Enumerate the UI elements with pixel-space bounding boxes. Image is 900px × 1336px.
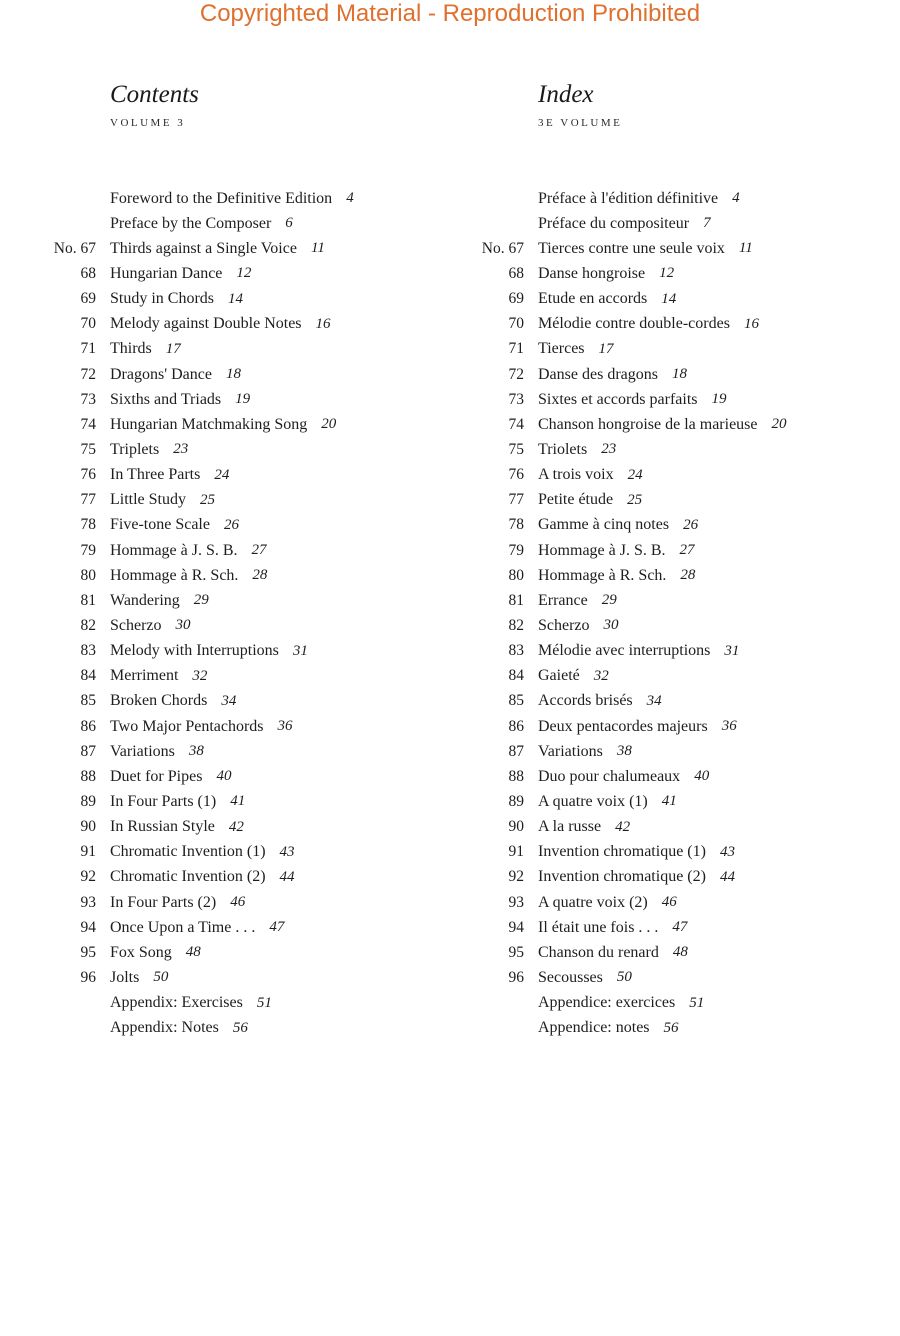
index-entry [470, 664, 787, 689]
entry-title: Danse hongroise [538, 264, 646, 282]
contents-entry [42, 840, 354, 865]
entry-page-number: 29 [193, 592, 209, 609]
entry-number: 81 [508, 591, 524, 609]
entry-number: 80 [80, 566, 96, 584]
entry-number: 92 [80, 868, 96, 886]
contents-entry [42, 965, 354, 990]
index-entry [470, 186, 787, 211]
entry-number: 85 [508, 692, 524, 710]
entry-number: 94 [80, 918, 96, 936]
index-entry [470, 362, 787, 387]
entry-page-number: 38 [188, 743, 204, 760]
entry-title: Mélodie avec interruptions [538, 642, 711, 660]
index-entry [470, 739, 787, 764]
index-entry [470, 563, 787, 588]
entry-page-number: 51 [689, 994, 705, 1011]
entry-title: Chanson du renard [538, 943, 659, 961]
entry-number: 77 [508, 491, 524, 509]
index-entry [470, 236, 787, 261]
entry-page-number: 34 [221, 692, 237, 709]
entry-page-number: 16 [315, 315, 331, 332]
entry-page-number: 32 [192, 667, 208, 684]
entry-title: In Four Parts (2) [110, 893, 217, 911]
entry-title: Chromatic Invention (2) [110, 868, 266, 886]
entry-title: Gamme à cinq notes [538, 516, 670, 534]
entry-title: Merriment [110, 667, 179, 685]
entry-title: Scherzo [538, 616, 590, 634]
entry-title: Study in Chords [110, 290, 215, 308]
entry-title: Accords brisés [538, 692, 633, 710]
entry-title: Once Upon a Time . . . [110, 918, 256, 936]
entry-title: Duo pour chalumeaux [538, 767, 681, 785]
index-entry [470, 840, 787, 865]
entry-title: Five-tone Scale [110, 516, 210, 534]
entry-number: 79 [80, 541, 96, 559]
entry-number: 75 [80, 440, 96, 458]
entry-number: 80 [508, 566, 524, 584]
entry-title: Appendix: Notes [110, 1019, 219, 1037]
entry-page-number: 27 [251, 542, 267, 559]
entry-number: 78 [80, 516, 96, 534]
contents-entry [42, 513, 354, 538]
entry-page-number: 20 [321, 416, 337, 433]
contents-entry [42, 437, 354, 462]
entry-page-number: 30 [175, 617, 191, 634]
entry-title: A quatre voix (1) [538, 792, 648, 810]
entry-page-number: 36 [277, 718, 293, 735]
entry-page-number: 50 [616, 969, 632, 986]
entry-number: No. 67 [481, 239, 524, 257]
entry-number: 77 [80, 491, 96, 509]
entry-title: Appendice: notes [538, 1019, 650, 1037]
entry-page-number: 42 [615, 818, 631, 835]
contents-entry [42, 940, 354, 965]
entry-number: 79 [508, 541, 524, 559]
entry-title: Triolets [538, 440, 588, 458]
entry-page-number: 25 [627, 491, 643, 508]
entry-page-number: 48 [185, 944, 201, 961]
contents-entry [42, 463, 354, 488]
entry-number: 78 [508, 516, 524, 534]
entry-number: 71 [508, 340, 524, 358]
contents-entry [42, 261, 354, 286]
entry-page-number: 29 [601, 592, 617, 609]
entry-number: 74 [80, 415, 96, 433]
entry-number: 89 [508, 792, 524, 810]
entry-page-number: 30 [603, 617, 619, 634]
entry-number: 93 [80, 893, 96, 911]
entry-page-number: 31 [292, 642, 308, 659]
index-entry [470, 689, 787, 714]
contents-heading: Contents [110, 81, 199, 108]
index-entry [470, 412, 787, 437]
index-entry [470, 337, 787, 362]
entry-page-number: 42 [228, 818, 244, 835]
entry-page-number: 4 [346, 190, 354, 207]
entry-title: Petite étude [538, 491, 614, 509]
entry-number: 95 [80, 943, 96, 961]
entry-title: Gaieté [538, 667, 580, 685]
entry-title: Variations [538, 742, 603, 760]
index-entry [470, 815, 787, 840]
contents-entry [42, 488, 354, 513]
entry-title: Secousses [538, 968, 603, 986]
entry-title: Dragons' Dance [110, 365, 212, 383]
entry-page-number: 24 [214, 466, 230, 483]
entry-title: Triplets [110, 440, 160, 458]
entry-title: Thirds [110, 340, 152, 358]
index-entry [470, 488, 787, 513]
entry-number: 82 [508, 616, 524, 634]
index-entry [470, 211, 787, 236]
index-entry [470, 261, 787, 286]
entry-title: Etude en accords [538, 290, 648, 308]
entry-page-number: 32 [593, 667, 609, 684]
index-entry [470, 1016, 787, 1041]
index-column [470, 78, 787, 1041]
entry-number: 75 [508, 440, 524, 458]
entry-title: Two Major Pentachords [110, 717, 264, 735]
entry-page-number: 14 [661, 290, 677, 307]
entry-number: 89 [80, 792, 96, 810]
entry-page-number: 12 [659, 265, 675, 282]
contents-entry [42, 890, 354, 915]
entry-title: A la russe [538, 818, 602, 836]
entry-page-number: 44 [279, 868, 295, 885]
contents-entry [42, 387, 354, 412]
entry-title: Melody against Double Notes [110, 315, 302, 333]
entry-number: 74 [508, 415, 524, 433]
entry-page-number: 40 [216, 768, 232, 785]
entry-title: Jolts [110, 968, 140, 986]
entry-title: Foreword to the Definitive Edition [110, 189, 333, 207]
contents-entry [42, 664, 354, 689]
entry-title: Thirds against a Single Voice [110, 239, 297, 257]
entry-page-number: 23 [173, 441, 189, 458]
entry-number: 91 [508, 843, 524, 861]
index-entry [470, 287, 787, 312]
entry-title: A quatre voix (2) [538, 893, 648, 911]
entry-number: 91 [80, 843, 96, 861]
contents-entry [42, 236, 354, 261]
entry-title: Hungarian Matchmaking Song [110, 415, 308, 433]
entry-title: Little Study [110, 491, 186, 509]
contents-entry [42, 865, 354, 890]
entry-page-number: 46 [661, 894, 677, 910]
contents-entry [42, 991, 354, 1016]
entry-title: Broken Chords [110, 692, 208, 710]
entry-number: 88 [508, 767, 524, 785]
entry-title: Invention chromatique (2) [538, 868, 706, 886]
index-entry [470, 312, 787, 337]
contents-entry [42, 362, 354, 387]
entry-page-number: 48 [672, 944, 688, 961]
entry-page-number: 28 [252, 567, 268, 584]
entry-number: 83 [508, 642, 524, 660]
entry-page-number: 26 [683, 516, 699, 533]
entry-title: Hommage à J. S. B. [538, 541, 666, 559]
entry-page-number: 12 [236, 265, 252, 282]
entry-number: 86 [80, 717, 96, 735]
entry-page-number: 18 [225, 366, 241, 383]
contents-entry [42, 412, 354, 437]
index-entry [470, 639, 787, 664]
entry-page-number: 47 [672, 919, 688, 936]
entry-number: 96 [508, 968, 524, 986]
entry-page-number: 6 [285, 215, 293, 232]
index-entry [470, 789, 787, 814]
entry-page-number: 26 [223, 516, 239, 533]
entry-number: 83 [80, 642, 96, 660]
entry-page-number: 14 [228, 290, 244, 307]
entry-page-number: 41 [661, 793, 677, 810]
entry-page-number: 43 [279, 843, 295, 860]
contents-entry [42, 613, 354, 638]
entry-number: 86 [508, 717, 524, 735]
entry-title: Preface by the Composer [110, 214, 272, 232]
entry-number: 69 [80, 290, 96, 308]
entry-title: Appendix: Exercises [110, 994, 243, 1012]
index-entry [470, 437, 787, 462]
entry-title: Fox Song [110, 943, 172, 961]
entry-number: 72 [508, 365, 524, 383]
contents-entry [42, 211, 354, 236]
entry-number: 93 [508, 893, 524, 911]
contents-volume-label: VOLUME 3 [110, 117, 186, 129]
entry-title: In Three Parts [110, 466, 201, 484]
entry-number: 94 [508, 918, 524, 936]
entry-title: Scherzo [110, 616, 162, 634]
entry-number: 82 [80, 616, 96, 634]
entry-number: 90 [508, 818, 524, 836]
entry-page-number: 25 [200, 491, 215, 508]
entry-page-number: 20 [771, 416, 787, 433]
index-entry [470, 764, 787, 789]
entry-title: Il était une fois . . . [538, 918, 659, 936]
entry-title: In Russian Style [110, 818, 215, 836]
entry-title: In Four Parts (1) [110, 792, 217, 810]
entry-page-number: 36 [721, 718, 737, 735]
entry-number: 92 [508, 868, 524, 886]
contents-entry [42, 714, 354, 739]
entry-page-number: 17 [598, 340, 614, 357]
entry-title: A trois voix [538, 466, 614, 484]
entry-page-number: 11 [738, 240, 753, 257]
contents-entry [42, 764, 354, 789]
entry-title: Duet for Pipes [110, 767, 203, 785]
entry-page-number: 27 [679, 542, 695, 559]
entry-page-number: 56 [663, 1019, 679, 1036]
entry-number: 71 [80, 340, 96, 358]
entry-page-number: 16 [743, 315, 759, 332]
entry-page-number: 51 [256, 994, 272, 1011]
index-entry [470, 387, 787, 412]
entry-page-number: 31 [724, 642, 740, 659]
contents-entry [42, 337, 354, 362]
entry-title: Hommage à R. Sch. [110, 566, 239, 584]
index-entry [470, 588, 787, 613]
entry-number: 87 [508, 742, 524, 760]
entry-page-number: 56 [232, 1019, 248, 1036]
entry-number: 95 [508, 943, 524, 961]
entry-number: 73 [80, 390, 96, 408]
entry-number: 90 [80, 818, 96, 836]
contents-entry [42, 563, 354, 588]
index-entry [470, 613, 787, 638]
entry-title: Chanson hongroise de la marieuse [538, 415, 758, 433]
entry-number: 88 [80, 767, 96, 785]
entry-page-number: 50 [153, 969, 169, 986]
entry-number: 76 [508, 466, 524, 484]
entry-title: Préface à l'édition définitive [538, 189, 719, 207]
entry-number: 84 [508, 667, 524, 685]
entry-page-number: 24 [627, 466, 643, 483]
index-entry [470, 890, 787, 915]
contents-entry [42, 689, 354, 714]
entry-number: 68 [508, 264, 524, 282]
entry-page-number: 18 [671, 366, 687, 383]
contents-entry [42, 538, 354, 563]
index-entry [470, 714, 787, 739]
entry-page-number: 47 [269, 919, 285, 936]
contents-entry [42, 312, 354, 337]
entry-title: Danse des dragons [538, 365, 658, 383]
contents-entry [42, 739, 354, 764]
entry-number: No. 67 [53, 239, 96, 257]
entry-number: 87 [80, 742, 96, 760]
entry-title: Hommage à R. Sch. [538, 566, 667, 584]
entry-title: Invention chromatique (1) [538, 843, 706, 861]
contents-entry [42, 287, 354, 312]
index-entry [470, 965, 787, 990]
entry-number: 84 [80, 667, 96, 685]
entry-page-number: 38 [616, 743, 632, 760]
index-list [470, 186, 787, 1041]
contents-column [42, 78, 354, 1041]
index-entry [470, 915, 787, 940]
entry-number: 70 [80, 315, 96, 333]
entry-number: 70 [508, 315, 524, 333]
entry-page-number: 17 [165, 340, 181, 357]
contents-entry [42, 915, 354, 940]
entry-number: 68 [80, 264, 96, 282]
entry-title: Tierces contre une seule voix [538, 239, 725, 257]
index-entry [470, 538, 787, 563]
index-entry [470, 513, 787, 538]
entry-title: Chromatic Invention (1) [110, 843, 266, 861]
contents-entry [42, 789, 354, 814]
index-heading: Index [538, 81, 594, 108]
contents-list [42, 186, 354, 1041]
index-entry [470, 940, 787, 965]
contents-entry [42, 815, 354, 840]
entry-page-number: 7 [703, 215, 711, 232]
entry-page-number: 44 [719, 868, 735, 885]
entry-number: 72 [80, 365, 96, 383]
entry-page-number: 46 [230, 894, 246, 910]
entry-title: Variations [110, 742, 175, 760]
entry-page-number: 19 [235, 391, 251, 408]
contents-entry [42, 588, 354, 613]
entry-number: 76 [80, 466, 96, 484]
contents-entry [42, 186, 354, 211]
index-entry [470, 991, 787, 1016]
entry-title: Mélodie contre double-cordes [538, 315, 730, 333]
index-entry [470, 463, 787, 488]
index-entry [470, 865, 787, 890]
entry-page-number: 19 [711, 391, 727, 408]
entry-title: Hommage à J. S. B. [110, 541, 238, 559]
entry-page-number: 41 [230, 793, 246, 810]
entry-page-number: 23 [601, 441, 617, 458]
index-volume-label: 3E VOLUME [538, 117, 623, 129]
entry-title: Hungarian Dance [110, 264, 223, 282]
entry-number: 85 [80, 692, 96, 710]
entry-page-number: 40 [694, 768, 710, 785]
entry-title: Préface du compositeur [538, 214, 690, 232]
entry-page-number: 28 [680, 567, 696, 584]
contents-entry [42, 639, 354, 664]
entry-title: Sixtes et accords parfaits [538, 390, 698, 408]
entry-title: Sixths and Triads [110, 390, 222, 408]
entry-title: Errance [538, 591, 588, 609]
copyright-watermark: Copyrighted Material - Reproduction Prohibited [199, 0, 701, 27]
entry-title: Deux pentacordes majeurs [538, 717, 708, 735]
contents-entry [42, 1016, 354, 1041]
entry-page-number: 11 [310, 240, 325, 257]
entry-page-number: 43 [719, 843, 735, 860]
entry-page-number: 34 [646, 692, 662, 709]
entry-title: Tierces [538, 340, 585, 358]
entry-number: 81 [80, 591, 96, 609]
entry-number: 96 [80, 968, 96, 986]
entry-page-number: 4 [732, 190, 740, 207]
entry-title: Appendice: exercices [538, 994, 676, 1012]
entry-number: 69 [508, 290, 524, 308]
entry-title: Wandering [110, 591, 180, 609]
entry-number: 73 [508, 390, 524, 408]
entry-title: Melody with Interruptions [110, 642, 279, 660]
